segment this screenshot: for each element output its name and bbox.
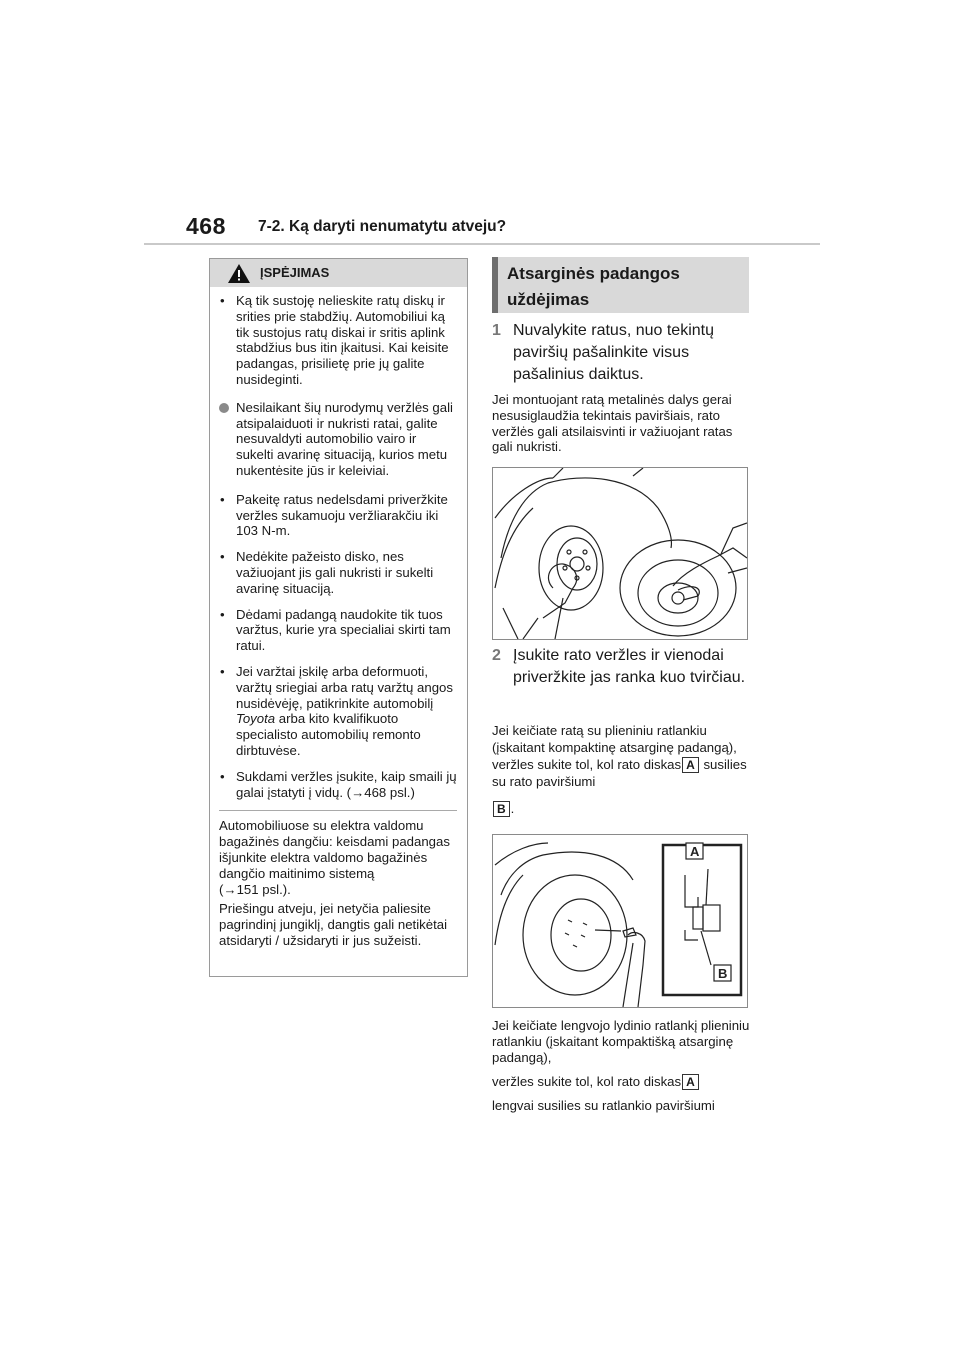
warning-item: • Nedėkite pažeisto disko, nes važiuojant jis gali nukristi ir sukelti avarinę situaciją. xyxy=(220,549,434,596)
step-text: Įsukite rato veržles ir vienodai priveržkite jas ranka kuo tvirčiau. xyxy=(513,647,746,686)
section-title: 7-2. Ką daryti nenumatytu atveju? xyxy=(258,218,507,235)
warning-triangle-icon xyxy=(227,263,251,284)
figure-clean-wheel xyxy=(492,467,748,640)
warning-separator xyxy=(219,810,457,811)
step-1 xyxy=(492,320,750,386)
page-number: 468 xyxy=(186,213,226,239)
label-a: A xyxy=(682,1074,699,1090)
nut-tightening-illustration xyxy=(493,835,747,1007)
warning-item: • Pakeitę ratus nedelsdami priveržkite veržles sukamuoju veržliarakčiu iki 103 N-m. xyxy=(220,491,448,539)
circle-bullet-icon xyxy=(219,403,229,413)
step-1-note: Jei montuojant ratą metalinės dalys gerai nesusiglaudžia tekintais paviršiais, rato veržlės gali atsilaisvinti ir važiuojant ratas gali nukristi. xyxy=(492,392,733,455)
callout-a: A xyxy=(690,844,700,859)
step-2 xyxy=(492,645,750,689)
bullet-icon: • xyxy=(220,663,225,679)
brand-name: Toyota xyxy=(236,711,276,727)
callout-b: B xyxy=(718,966,728,981)
label-a: A xyxy=(682,757,699,773)
warning-item: • Ką tik sustoję nelieskite ratų diskų ir srities prie stabdžių. Automobiliui ką tik sustojus ratų diskai ir sritis aplink stabdžius bus itin įkaitusi. Kai keisite padangas, prisilietę prie jų galite nusideginti. xyxy=(220,293,449,387)
step-text: Nuvalykite ratus, nuo tekintų paviršių pašalinkite visus pašalinius daiktus. xyxy=(513,322,714,383)
bullet-icon: • xyxy=(220,768,225,784)
warning-item: • Dėdami padangą naudokite tik tuos varžtus, kurie yra specialiai skirti tam ratui. xyxy=(220,606,451,654)
warning-paragraph: Automobiliuose su elektra valdomu bagažinės dangčiu: keisdami padangas išjunkite elektra valdomo bagažinės dangčio maitinimo sistemą (→151 psl.). xyxy=(219,818,457,897)
figure-tighten-nuts xyxy=(492,834,748,1008)
step-number: 2 xyxy=(492,647,501,664)
warning-header xyxy=(210,259,467,287)
step-2-note-alloy: Jei keičiate lengvojo lydinio ratlankį plieniniu ratlankiu (įskaitant kompaktišką atsarginę padangą), veržles sukite tol, kol rato diskas A lengvai susilies su ratlankio paviršiumi xyxy=(492,1018,750,1113)
warning-item: • Sukdami veržles įsukite, kaip smaili jų galai įstatyti į vidų. (→468 psl.) xyxy=(220,768,457,800)
warning-paragraph: Priešingu atveju, jei netyčia paliesite pagrindinį jungiklį, dangtis gali netikėtai atsidaryti / užsidaryti ir jus sužeisti. xyxy=(219,901,447,948)
bullet-icon: • xyxy=(220,293,225,308)
step-number: 1 xyxy=(492,322,501,339)
section-heading: Atsarginės padangos uždėjimas xyxy=(492,257,749,313)
warning-box xyxy=(209,258,468,977)
bullet-icon: • xyxy=(220,606,225,622)
warning-body xyxy=(210,287,467,949)
step-2-note: Jei keičiate ratą su plieniniu ratlankiu (įskaitant kompaktinę atsarginę padangą), veržles sukite tol, kol rato diskas A susilies su rato paviršiumi B . xyxy=(492,723,747,816)
bullet-icon: • xyxy=(220,549,225,565)
warning-title: ĮSPĖJIMAS xyxy=(260,265,330,280)
wheel-cleaning-illustration xyxy=(493,468,747,639)
label-b: B xyxy=(493,801,510,817)
bullet-icon: • xyxy=(220,491,225,507)
warning-item: Nesilaikant šių nurodymų veržlės gali atsipalaiduoti ir nukristi ratai, galite nesuvaldyti automobilio vairo ir sukelti avarinę situaciją, kurios metu nukentėsite jūs ir keleiviai. xyxy=(219,400,457,479)
header-rule xyxy=(144,243,820,245)
warning-item: • Jei varžtai įskilę arba deformuoti, varžtų sriegiai arba ratų varžtų angos nusidėvėję, patikrinkite automobilį Toyota arba kito kvalifikuoto specialisto automobilių remonto dirbtuvėse. xyxy=(220,663,453,758)
page-reference: (→151 psl.). xyxy=(219,881,291,897)
